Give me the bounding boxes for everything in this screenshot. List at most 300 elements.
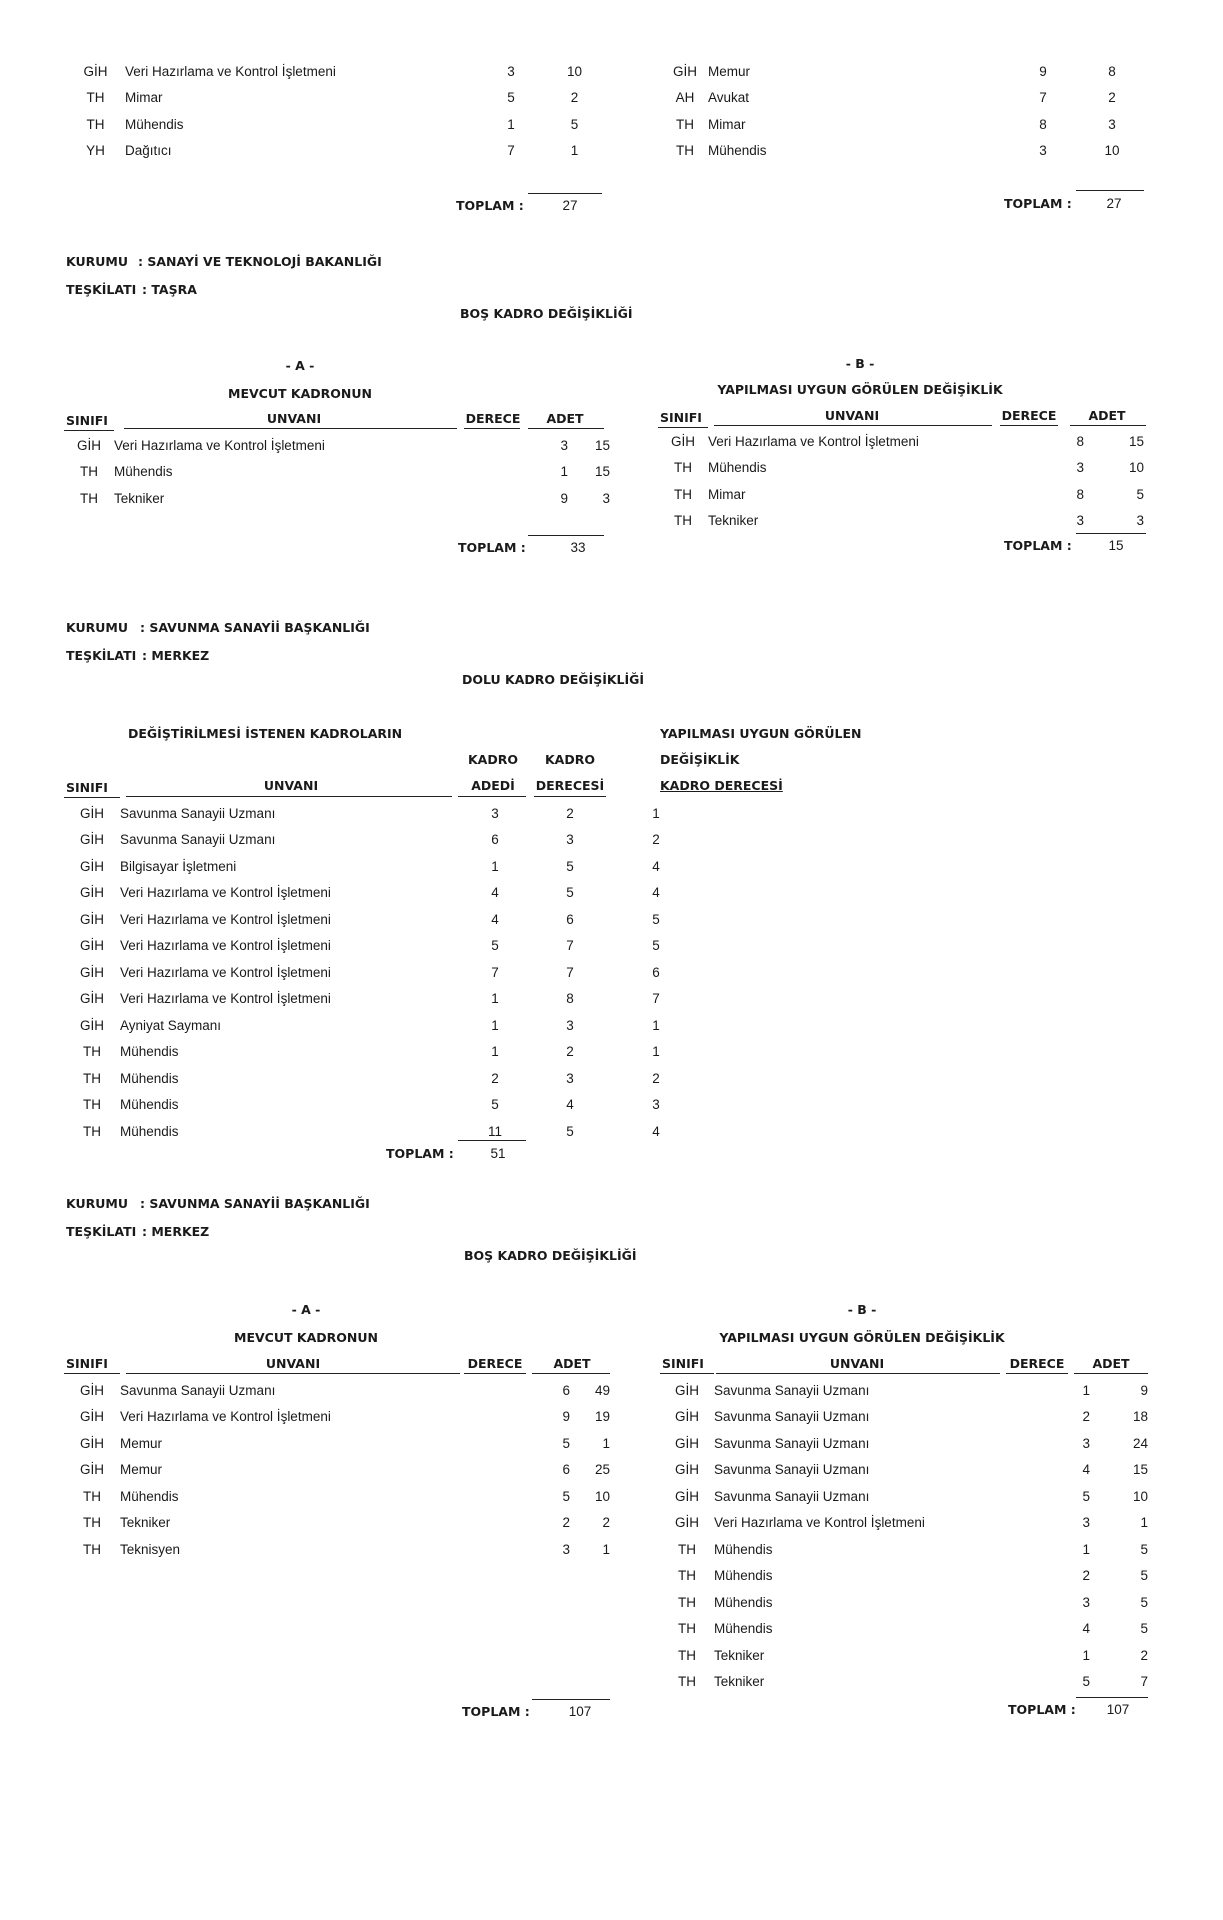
s2-right-title2: DEĞİŞİKLİK bbox=[660, 752, 740, 767]
cell-adet: 5 bbox=[1140, 1621, 1148, 1637]
s1-a-total-label: TOPLAM : bbox=[458, 540, 526, 555]
cell-sinif: TH bbox=[80, 464, 98, 480]
cell-derece: 4 bbox=[1082, 1462, 1090, 1478]
cell-derece: 5 bbox=[1082, 1674, 1090, 1690]
cell-unvan: Veri Hazırlama ve Kontrol İşletmeni bbox=[120, 964, 331, 980]
cell-adet: 15 bbox=[594, 437, 610, 453]
cell-unvan: Savunma Sanayii Uzmanı bbox=[714, 1409, 870, 1425]
cell-unvan: Veri Hazırlama ve Kontrol İşletmeni bbox=[120, 938, 331, 954]
table-row bbox=[658, 508, 1144, 535]
cell-sinif: GİH bbox=[79, 885, 104, 901]
cell-derece: 3 bbox=[562, 1541, 570, 1557]
cell-derecesi: 2 bbox=[566, 1044, 574, 1060]
s2-right-title3: KADRO DERECESİ bbox=[660, 778, 783, 793]
cell-sinif: TH bbox=[83, 1488, 101, 1504]
s1-a-h-unvan-rule bbox=[124, 428, 457, 429]
s3-teskilati: : MERKEZ bbox=[142, 1224, 210, 1239]
s3-b-h-unvan-rule bbox=[716, 1373, 1000, 1374]
cell-derecesi: 5 bbox=[566, 885, 574, 901]
s1-teskilati: : TAŞRA bbox=[142, 282, 197, 297]
cell-derece: 2 bbox=[562, 1515, 570, 1531]
cell-unvan: Avukat bbox=[708, 90, 750, 106]
cell-derece: 1 bbox=[1082, 1647, 1090, 1663]
s3-b-h-adet-rule bbox=[1074, 1373, 1148, 1374]
cell-unvan: Memur bbox=[120, 1435, 163, 1451]
cell-sinif: TH bbox=[83, 1044, 101, 1060]
cell-derece: 9 bbox=[560, 490, 568, 506]
cell-derece: 5 bbox=[1082, 1488, 1090, 1504]
cell-unvan: Veri Hazırlama ve Kontrol İşletmeni bbox=[125, 63, 336, 79]
s1-b-h-sinif: SINIFI bbox=[660, 410, 702, 425]
s1-title: BOŞ KADRO DEĞİŞİKLİĞİ bbox=[460, 306, 633, 321]
table-row bbox=[658, 428, 1144, 455]
cell-sinif: TH bbox=[676, 116, 694, 132]
cell-adet: 1 bbox=[1140, 1515, 1148, 1531]
cell-adet: 3 bbox=[1136, 513, 1144, 529]
cell-sinif: TH bbox=[80, 490, 98, 506]
cell-sinif: TH bbox=[678, 1674, 696, 1690]
cell-adet: 1 bbox=[602, 1541, 610, 1557]
cell-adet: 24 bbox=[1132, 1435, 1148, 1451]
cell-yeni: 7 bbox=[652, 991, 660, 1007]
cell-derece: 3 bbox=[1082, 1515, 1090, 1531]
s2-total-label: TOPLAM : bbox=[386, 1146, 454, 1161]
s3-kurumu: : SAVUNMA SANAYİİ BAŞKANLIĞI bbox=[140, 1196, 370, 1211]
cell-adet: 10 bbox=[594, 1488, 610, 1504]
cell-adedi: 4 bbox=[491, 885, 499, 901]
s2-left-title: DEĞİŞTİRİLMESİ İSTENEN KADROLARIN bbox=[128, 726, 403, 741]
s3-a-title: MEVCUT KADRONUN bbox=[234, 1330, 378, 1345]
s1-a-total: 33 bbox=[570, 540, 586, 555]
s3-b-h-sinif-rule bbox=[660, 1373, 714, 1374]
cell-unvan: Tekniker bbox=[714, 1674, 765, 1690]
s1-a-title: MEVCUT KADRONUN bbox=[228, 386, 372, 401]
cell-unvan: Mühendis bbox=[714, 1621, 773, 1637]
top-left-total: 27 bbox=[562, 198, 578, 213]
cell-adedi: 7 bbox=[491, 964, 499, 980]
cell-adedi: 5 bbox=[491, 938, 499, 954]
table-row bbox=[64, 459, 610, 486]
cell-sinif: GİH bbox=[674, 1435, 699, 1451]
cell-derece: 6 bbox=[562, 1462, 570, 1478]
cell-sinif: GİH bbox=[79, 832, 104, 848]
cell-derecesi: 6 bbox=[566, 911, 574, 927]
cell-unvan: Mühendis bbox=[120, 1488, 179, 1504]
cell-derecesi: 8 bbox=[566, 991, 574, 1007]
cell-adet: 18 bbox=[1132, 1409, 1148, 1425]
table-row bbox=[64, 986, 704, 1013]
cell-adet: 2 bbox=[602, 1515, 610, 1531]
cell-sinif: GİH bbox=[674, 1488, 699, 1504]
s1-b-h-unvan: UNVANI bbox=[824, 408, 880, 423]
cell-sinif: TH bbox=[86, 90, 105, 106]
cell-derece: 3 bbox=[1082, 1435, 1090, 1451]
s3-a-h-adet: ADET bbox=[553, 1356, 591, 1371]
s3-b-h-sinif: SINIFI bbox=[662, 1356, 704, 1371]
s1-a-h-unvan: UNVANI bbox=[266, 411, 322, 426]
cell-sinif: GİH bbox=[79, 1462, 104, 1478]
s1-kurumu-label: KURUMU bbox=[66, 254, 128, 269]
s1-b-h-adet: ADET bbox=[1088, 408, 1126, 423]
cell-derecesi: 3 bbox=[566, 1017, 574, 1033]
cell-yeni: 1 bbox=[652, 1044, 660, 1060]
table-row bbox=[64, 800, 704, 827]
s1-b-mark: - B - bbox=[845, 356, 875, 371]
cell-unvan: Tekniker bbox=[708, 513, 759, 529]
s3-b-h-adet: ADET bbox=[1092, 1356, 1130, 1371]
cell-yeni: 5 bbox=[652, 911, 660, 927]
cell-yeni: 2 bbox=[652, 832, 660, 848]
cell-adet: 3 bbox=[1108, 116, 1116, 132]
cell-sinif: TH bbox=[678, 1594, 696, 1610]
s2-h-adedi-rule bbox=[458, 796, 526, 797]
s2-kurumu-label: KURUMU bbox=[66, 620, 128, 635]
cell-unvan: Mimar bbox=[708, 486, 746, 502]
cell-derecesi: 7 bbox=[566, 938, 574, 954]
s3-a-h-derece: DERECE bbox=[467, 1356, 523, 1371]
cell-adet: 10 bbox=[1104, 143, 1120, 159]
cell-sinif: GİH bbox=[79, 1017, 104, 1033]
cell-derece: 1 bbox=[1082, 1541, 1090, 1557]
cell-derecesi: 2 bbox=[566, 805, 574, 821]
s1-teskilati-label: TEŞKİLATI bbox=[66, 282, 137, 297]
cell-unvan: Savunma Sanayii Uzmanı bbox=[714, 1488, 870, 1504]
cell-derece: 5 bbox=[507, 90, 515, 106]
cell-unvan: Savunma Sanayii Uzmanı bbox=[714, 1435, 870, 1451]
cell-derece: 3 bbox=[1076, 513, 1084, 529]
cell-unvan: Tekniker bbox=[120, 1515, 171, 1531]
cell-yeni: 2 bbox=[652, 1070, 660, 1086]
cell-derece: 2 bbox=[1082, 1568, 1090, 1584]
table-row bbox=[64, 1510, 610, 1537]
cell-sinif: TH bbox=[674, 513, 692, 529]
top-right-table bbox=[662, 58, 1146, 164]
cell-adet: 25 bbox=[594, 1462, 610, 1478]
cell-derece: 4 bbox=[1082, 1621, 1090, 1637]
table-row bbox=[64, 906, 704, 933]
cell-adedi: 1 bbox=[491, 991, 499, 1007]
cell-unvan: Tekniker bbox=[114, 490, 165, 506]
table-row bbox=[64, 1012, 704, 1039]
cell-unvan: Mühendis bbox=[120, 1070, 179, 1086]
cell-unvan: Mühendis bbox=[714, 1568, 773, 1584]
s3-b-total-rule bbox=[1076, 1697, 1148, 1698]
s3-a-total-rule bbox=[532, 1699, 610, 1700]
cell-adet: 5 bbox=[1140, 1568, 1148, 1584]
cell-sinif: TH bbox=[674, 486, 692, 502]
s1-b-h-derece: DERECE bbox=[1001, 408, 1057, 423]
cell-adet: 5 bbox=[1136, 486, 1144, 502]
cell-derecesi: 4 bbox=[566, 1097, 574, 1113]
s2-h-kadro1: KADRO bbox=[468, 752, 518, 767]
cell-adet: 5 bbox=[1140, 1594, 1148, 1610]
cell-adet: 15 bbox=[1128, 433, 1144, 449]
cell-unvan: Savunma Sanayii Uzmanı bbox=[714, 1382, 870, 1398]
cell-derecesi: 3 bbox=[566, 832, 574, 848]
cell-adet: 3 bbox=[602, 490, 610, 506]
s2-h-sinif: SINIFI bbox=[66, 780, 108, 795]
cell-adet: 8 bbox=[1108, 63, 1116, 79]
cell-adet: 10 bbox=[1132, 1488, 1148, 1504]
table-row bbox=[66, 111, 612, 138]
cell-yeni: 4 bbox=[652, 1123, 660, 1139]
cell-unvan: Ayniyat Saymanı bbox=[120, 1017, 222, 1033]
cell-unvan: Mühendis bbox=[708, 143, 767, 159]
s2-h-sinif-rule bbox=[64, 797, 120, 798]
top-right-total-label: TOPLAM : bbox=[1004, 196, 1072, 211]
cell-derece: 7 bbox=[507, 143, 515, 159]
table-row bbox=[660, 1510, 1148, 1537]
cell-unvan: Savunma Sanayii Uzmanı bbox=[120, 1382, 276, 1398]
table-row bbox=[64, 1377, 610, 1404]
cell-unvan: Veri Hazırlama ve Kontrol İşletmeni bbox=[120, 991, 331, 1007]
s2-h-kadro2: KADRO bbox=[545, 752, 595, 767]
table-row bbox=[64, 1092, 704, 1119]
s3-title: BOŞ KADRO DEĞİŞİKLİĞİ bbox=[464, 1248, 637, 1263]
cell-derecesi: 3 bbox=[566, 1070, 574, 1086]
s3-b-title: YAPILMASI UYGUN GÖRÜLEN DEĞİŞİKLİK bbox=[719, 1330, 1005, 1345]
table-row bbox=[64, 853, 704, 880]
cell-sinif: TH bbox=[83, 1515, 101, 1531]
top-right-total-rule bbox=[1076, 190, 1144, 191]
s2-h-derecesi: DERECESİ bbox=[535, 778, 605, 793]
table-row bbox=[662, 85, 1146, 112]
cell-adet: 1 bbox=[602, 1435, 610, 1451]
cell-adedi: 1 bbox=[491, 1017, 499, 1033]
cell-sinif: GİH bbox=[670, 433, 695, 449]
s2-kurumu: : SAVUNMA SANAYİİ BAŞKANLIĞI bbox=[140, 620, 370, 635]
top-left-total-rule bbox=[528, 193, 602, 194]
cell-derece: 3 bbox=[1082, 1594, 1090, 1610]
table-row bbox=[64, 1430, 610, 1457]
cell-unvan: Teknisyen bbox=[120, 1541, 181, 1557]
table-row bbox=[658, 481, 1144, 508]
s2-teskilati-label: TEŞKİLATI bbox=[66, 648, 137, 663]
cell-derece: 2 bbox=[1082, 1409, 1090, 1425]
s1-a-h-derece-rule bbox=[464, 428, 520, 429]
s1-b-h-unvan-rule bbox=[714, 425, 992, 426]
cell-sinif: GİH bbox=[83, 63, 108, 79]
s1-b-total-rule bbox=[1076, 533, 1146, 534]
s2-total: 51 bbox=[490, 1146, 506, 1161]
cell-yeni: 6 bbox=[652, 964, 660, 980]
cell-unvan: Mühendis bbox=[114, 464, 173, 480]
table-row bbox=[658, 455, 1144, 482]
table-row bbox=[66, 85, 612, 112]
table-row bbox=[660, 1404, 1148, 1431]
s3-b-mark: - B - bbox=[847, 1302, 877, 1317]
cell-adedi: 2 bbox=[491, 1070, 499, 1086]
cell-derece: 5 bbox=[562, 1488, 570, 1504]
s3-a-h-unvan: UNVANI bbox=[265, 1356, 321, 1371]
cell-unvan: Mimar bbox=[708, 116, 746, 132]
cell-sinif: TH bbox=[86, 116, 105, 132]
cell-sinif: TH bbox=[678, 1647, 696, 1663]
cell-derece: 3 bbox=[1039, 143, 1047, 159]
cell-adedi: 3 bbox=[491, 805, 499, 821]
s3-a-total: 107 bbox=[568, 1704, 592, 1719]
table-row bbox=[64, 1536, 610, 1563]
s3-a-total-label: TOPLAM : bbox=[462, 1704, 530, 1719]
cell-sinif: TH bbox=[678, 1621, 696, 1637]
s2-h-unvan: UNVANI bbox=[263, 778, 319, 793]
table-row bbox=[662, 58, 1146, 85]
cell-sinif: GİH bbox=[79, 911, 104, 927]
table-row bbox=[64, 1404, 610, 1431]
table-row bbox=[64, 1065, 704, 1092]
s2-h-derecesi-rule bbox=[534, 796, 606, 797]
cell-yeni: 4 bbox=[652, 858, 660, 874]
cell-adet: 5 bbox=[570, 116, 579, 132]
cell-adedi: 6 bbox=[491, 832, 499, 848]
cell-sinif: GİH bbox=[674, 1382, 699, 1398]
s3-b-h-unvan: UNVANI bbox=[829, 1356, 885, 1371]
s1-a-h-sinif-rule bbox=[64, 430, 114, 431]
s1-b-table bbox=[658, 428, 1144, 534]
cell-sinif: GİH bbox=[79, 964, 104, 980]
cell-sinif: GİH bbox=[674, 1462, 699, 1478]
cell-derece: 8 bbox=[1076, 433, 1084, 449]
cell-unvan: Mühendis bbox=[714, 1594, 773, 1610]
table-row bbox=[660, 1430, 1148, 1457]
cell-unvan: Veri Hazırlama ve Kontrol İşletmeni bbox=[120, 1409, 331, 1425]
table-row bbox=[66, 138, 612, 165]
cell-unvan: Tekniker bbox=[714, 1647, 765, 1663]
cell-sinif: GİH bbox=[76, 437, 101, 453]
cell-derece: 7 bbox=[1039, 90, 1047, 106]
table-row bbox=[64, 827, 704, 854]
cell-yeni: 3 bbox=[652, 1097, 660, 1113]
cell-derecesi: 7 bbox=[566, 964, 574, 980]
s3-b-total: 107 bbox=[1106, 1702, 1130, 1717]
cell-derecesi: 5 bbox=[566, 858, 574, 874]
cell-sinif: GİH bbox=[79, 991, 104, 1007]
cell-unvan: Mühendis bbox=[714, 1541, 773, 1557]
cell-yeni: 1 bbox=[652, 1017, 660, 1033]
table-row bbox=[64, 485, 610, 512]
cell-yeni: 4 bbox=[652, 885, 660, 901]
table-row bbox=[660, 1457, 1148, 1484]
s1-kurumu: : SANAYİ VE TEKNOLOJİ BAKANLIĞI bbox=[138, 254, 382, 269]
cell-derece: 1 bbox=[1082, 1382, 1090, 1398]
s2-teskilati: : MERKEZ bbox=[142, 648, 210, 663]
table-row bbox=[64, 1039, 704, 1066]
cell-adedi: 11 bbox=[487, 1123, 502, 1139]
table-row bbox=[64, 1457, 610, 1484]
cell-adet: 9 bbox=[1140, 1382, 1148, 1398]
cell-unvan: Savunma Sanayii Uzmanı bbox=[120, 832, 276, 848]
s1-a-h-sinif: SINIFI bbox=[66, 413, 108, 428]
cell-derece: 8 bbox=[1039, 116, 1047, 132]
cell-unvan: Mühendis bbox=[125, 116, 184, 132]
cell-adet: 1 bbox=[570, 143, 579, 159]
cell-adet: 2 bbox=[1140, 1647, 1148, 1663]
s3-b-table bbox=[660, 1377, 1148, 1695]
cell-adet: 15 bbox=[1132, 1462, 1148, 1478]
cell-unvan: Veri Hazırlama ve Kontrol İşletmeni bbox=[114, 437, 325, 453]
s3-b-h-derece-rule bbox=[1006, 1373, 1068, 1374]
cell-sinif: TH bbox=[678, 1541, 696, 1557]
cell-sinif: AH bbox=[675, 90, 695, 106]
s1-b-total-label: TOPLAM : bbox=[1004, 538, 1072, 553]
s3-a-h-sinif: SINIFI bbox=[66, 1356, 108, 1371]
cell-derece: 1 bbox=[507, 116, 515, 132]
s1-b-total: 15 bbox=[1108, 538, 1124, 553]
table-row bbox=[64, 880, 704, 907]
cell-sinif: TH bbox=[678, 1568, 696, 1584]
table-row bbox=[64, 933, 704, 960]
s2-right-title1: YAPILMASI UYGUN GÖRÜLEN bbox=[660, 726, 862, 741]
s1-a-total-rule bbox=[528, 535, 604, 536]
table-row bbox=[660, 1377, 1148, 1404]
table-row bbox=[660, 1669, 1148, 1696]
s3-a-mark: - A - bbox=[291, 1302, 321, 1317]
table-row bbox=[660, 1642, 1148, 1669]
s3-a-h-adet-rule bbox=[532, 1373, 610, 1374]
cell-derece: 9 bbox=[1039, 63, 1047, 79]
cell-sinif: GİH bbox=[674, 1409, 699, 1425]
cell-sinif: GİH bbox=[674, 1515, 699, 1531]
cell-unvan: Savunma Sanayii Uzmanı bbox=[714, 1462, 870, 1478]
cell-derece: 3 bbox=[1076, 460, 1084, 476]
cell-unvan: Mühendis bbox=[120, 1097, 179, 1113]
cell-derece: 3 bbox=[560, 437, 568, 453]
cell-sinif: GİH bbox=[672, 63, 697, 79]
cell-adedi: 1 bbox=[491, 1044, 499, 1060]
cell-sinif: GİH bbox=[79, 1382, 104, 1398]
cell-adedi: 5 bbox=[491, 1097, 499, 1113]
table-row bbox=[662, 111, 1146, 138]
cell-unvan: Bilgisayar İşletmeni bbox=[120, 858, 237, 874]
cell-sinif: TH bbox=[674, 460, 692, 476]
cell-sinif: GİH bbox=[79, 1435, 104, 1451]
cell-unvan: Dağıtıcı bbox=[125, 143, 172, 159]
s3-a-h-derece-rule bbox=[464, 1373, 526, 1374]
table-row bbox=[64, 1118, 704, 1145]
cell-unvan: Veri Hazırlama ve Kontrol İşletmeni bbox=[708, 433, 919, 449]
top-left-table bbox=[66, 58, 612, 164]
cell-derece: 3 bbox=[507, 63, 515, 79]
cell-adet: 10 bbox=[1128, 460, 1144, 476]
cell-adet: 19 bbox=[594, 1409, 610, 1425]
table-row bbox=[64, 1483, 610, 1510]
cell-derecesi: 5 bbox=[566, 1123, 574, 1139]
cell-yeni: 5 bbox=[652, 938, 660, 954]
s1-a-table bbox=[64, 432, 610, 512]
s2-h-unvan-rule bbox=[126, 796, 452, 797]
s1-b-h-adet-rule bbox=[1070, 425, 1146, 426]
cell-unvan: Mimar bbox=[125, 90, 163, 106]
cell-adedi: 1 bbox=[491, 858, 499, 874]
cell-unvan: Veri Hazırlama ve Kontrol İşletmeni bbox=[714, 1515, 925, 1531]
cell-derece: 1 bbox=[560, 464, 568, 480]
s3-b-h-derece: DERECE bbox=[1009, 1356, 1065, 1371]
cell-sinif: TH bbox=[83, 1123, 101, 1139]
s3-a-table bbox=[64, 1377, 610, 1563]
cell-derece: 9 bbox=[562, 1409, 570, 1425]
table-row bbox=[64, 959, 704, 986]
cell-sinif: GİH bbox=[79, 858, 104, 874]
cell-unvan: Savunma Sanayii Uzmanı bbox=[120, 805, 276, 821]
cell-unvan: Mühendis bbox=[120, 1123, 179, 1139]
table-row bbox=[64, 432, 610, 459]
cell-unvan: Mühendis bbox=[708, 460, 767, 476]
cell-unvan: Memur bbox=[120, 1462, 163, 1478]
s1-a-h-adet: ADET bbox=[546, 411, 584, 426]
table-row bbox=[660, 1536, 1148, 1563]
cell-adet: 49 bbox=[594, 1382, 610, 1398]
table-row bbox=[660, 1589, 1148, 1616]
